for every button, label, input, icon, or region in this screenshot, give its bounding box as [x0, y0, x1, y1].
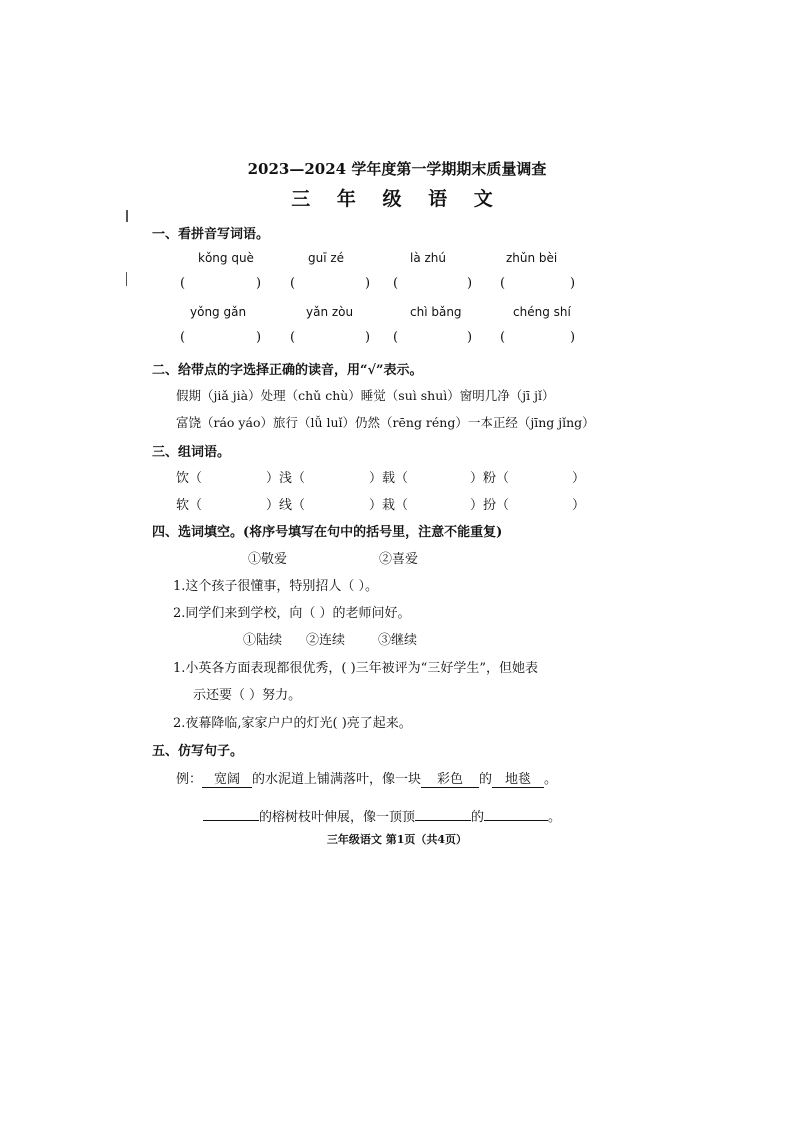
example-fill-word: 彩色 [421, 768, 479, 788]
word-option: ②喜爱 [379, 552, 419, 567]
example-text: 的 [479, 772, 493, 787]
imitation-text: 。 [548, 810, 562, 825]
paren-open: ( [393, 330, 399, 345]
paren-close: ) [256, 330, 262, 345]
word-group-item: 软（ [176, 498, 203, 513]
example-text: 的水泥道上铺满落叶，像一块 [252, 772, 422, 787]
pronunciation-line: 假期（jiǎ jià）处理（chǔ chù）睡觉（suì shuì）窗明几净（jī jǐ） [176, 388, 555, 403]
pinyin: kǒng què [198, 251, 254, 265]
pinyin: yǒng gǎn [190, 305, 247, 319]
word-option: ①敬爱 [248, 552, 288, 567]
word-group-item: ） [572, 498, 586, 513]
paren-open: ( [500, 276, 506, 291]
word-group-item: ）浅（ [266, 471, 306, 486]
question-line: 2.夜幕降临,家家户户的灯光( )亮了起来。 [173, 716, 412, 731]
answer-blank[interactable] [203, 806, 259, 821]
paren-open: ( [393, 276, 399, 291]
section1-heading: 一、看拼音写词语。 [152, 227, 270, 242]
imitation-sentence [203, 806, 561, 825]
word-group-item: 饮（ [176, 471, 203, 486]
example-text: 。 [544, 772, 558, 787]
exam-title: 2023—2024 学年度第一学期期末质量调查 [247, 160, 547, 178]
paren-close: ) [467, 276, 473, 291]
paren-close: ) [365, 276, 371, 291]
word-group-item: ）扮（ [470, 498, 510, 513]
word-option: ①陆续 [243, 633, 283, 648]
paren-open: ( [180, 330, 186, 345]
example-label: 例： [176, 772, 203, 787]
answer-blank[interactable] [415, 806, 471, 821]
question-line: 1.小英各方面表现都很优秀，( )三年被评为“三好学生”，但她表 [173, 661, 538, 676]
word-group-item: ）粉（ [470, 471, 510, 486]
pinyin: zhǔn bèi [506, 251, 558, 265]
word-option: ③继续 [378, 633, 418, 648]
pinyin: chéng shí [513, 305, 571, 319]
scan-mark [126, 210, 128, 222]
imitation-text: 的榕树枝叶伸展，像一顶顶 [259, 810, 416, 825]
page-footer: 三年级语文 第1页（共4页） [326, 833, 468, 846]
paren-close: ) [467, 330, 473, 345]
section5-heading: 五、仿写句子。 [152, 744, 244, 759]
word-group-item: ） [572, 471, 586, 486]
paren-close: ) [570, 276, 576, 291]
word-group-item: ）线（ [266, 498, 306, 513]
pronunciation-line: 富饶（ráo yáo）旅行（lǚ luǐ）仍然（rēng réng）一本正经（jīng jǐng） [176, 415, 595, 430]
scan-mark [126, 272, 127, 286]
pinyin: guī zé [308, 251, 345, 265]
word-group-item: ）载（ [369, 471, 409, 486]
question-line: 1.这个孩子很懂事，特别招人（ ）。 [173, 579, 379, 594]
example-fill-word: 地毯 [492, 768, 544, 788]
word-group-item: ）栽（ [369, 498, 409, 513]
paren-close: ) [365, 330, 371, 345]
paren-open: ( [290, 276, 296, 291]
paren-open: ( [180, 276, 186, 291]
section3-heading: 三、组词语。 [152, 445, 231, 460]
pinyin: yǎn zòu [306, 305, 354, 319]
pinyin: chì bǎng [410, 305, 462, 319]
word-option: ②连续 [306, 633, 346, 648]
imitation-text: 的 [471, 810, 485, 825]
paren-close: ) [256, 276, 262, 291]
paren-open: ( [290, 330, 296, 345]
paren-close: ) [570, 330, 576, 345]
answer-blank[interactable] [484, 806, 548, 821]
example-sentence [176, 768, 557, 788]
pinyin: là zhú [410, 251, 447, 265]
example-fill-word: 宽阔 [202, 768, 252, 788]
subject-title: 三 年 级 语 文 [291, 188, 503, 210]
section2-heading: 二、给带点的字选择正确的读音，用“√”表示。 [152, 363, 423, 378]
section4-heading: 四、选词填空。(将序号填写在句中的括号里，注意不能重复) [152, 525, 503, 540]
question-line: 2.同学们来到学校，向（ ）的老师问好。 [173, 606, 411, 621]
question-line: 示还要（ ）努力。 [193, 688, 302, 703]
paren-open: ( [500, 330, 506, 345]
